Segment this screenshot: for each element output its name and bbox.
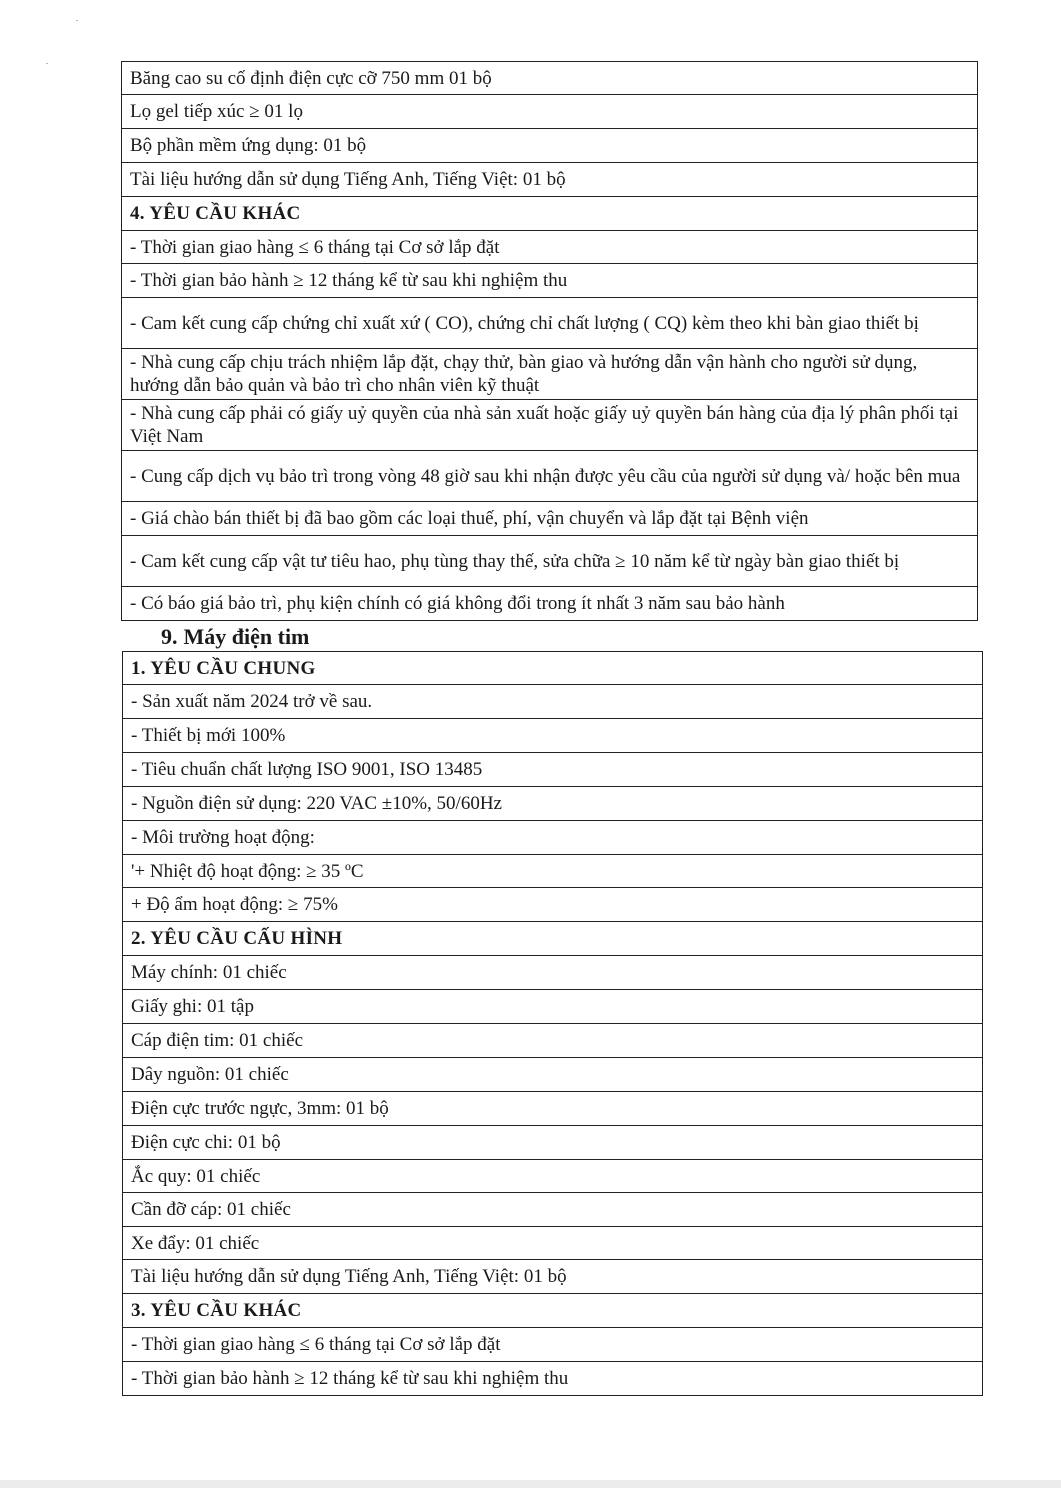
table-row: [123, 685, 983, 719]
table-cell: - Nhà cung cấp phải có giấy uỷ quyền của nhà sản xuất hoặc giấy uỷ quyền bán hàng của địa lý phân phối tại Việt Nam: [122, 400, 978, 451]
table-cell: - Thời gian giao hàng ≤ 6 tháng tại Cơ sở lắp đặt: [122, 231, 978, 264]
table-row: [123, 1362, 983, 1396]
table-cell: Dây nguồn: 01 chiếc: [123, 1058, 983, 1092]
table-row: [122, 298, 978, 349]
scan-speck: [46, 63, 48, 64]
table-row: [123, 1328, 983, 1362]
table-row: [122, 231, 978, 264]
table-cell: - Giá chào bán thiết bị đã bao gồm các loại thuế, phí, vận chuyển và lắp đặt tại Bệnh viện: [122, 502, 978, 536]
table-cell: Cáp điện tim: 01 chiếc: [123, 1024, 983, 1058]
table-row: [122, 163, 978, 197]
table-cell: Bộ phần mềm ứng dụng: 01 bộ: [122, 129, 978, 163]
table-row: [122, 95, 978, 129]
table-cell: - Cung cấp dịch vụ bảo trì trong vòng 48 giờ sau khi nhận được yêu cầu của người sử dụng và/ hoặc bên mua: [122, 451, 978, 502]
table-cell: Giấy ghi: 01 tập: [123, 990, 983, 1024]
table-row: [123, 1024, 983, 1058]
table-cell: Xe đẩy: 01 chiếc: [123, 1227, 983, 1260]
table-row: [123, 1227, 983, 1260]
table-cell: - Cam kết cung cấp chứng chỉ xuất xứ ( CO), chứng chỉ chất lượng ( CQ) kèm theo khi bàn giao thiết bị: [122, 298, 978, 349]
table-cell: Tài liệu hướng dẫn sử dụng Tiếng Anh, Tiếng Việt: 01 bộ: [123, 1260, 983, 1294]
table-cell: Ắc quy: 01 chiếc: [123, 1160, 983, 1193]
table-cell: - Thời gian bảo hành ≥ 12 tháng kể từ sau khi nghiệm thu: [122, 264, 978, 298]
table-row: [123, 753, 983, 787]
table-row: [123, 1260, 983, 1294]
table-cell: - Môi trường hoạt động:: [123, 821, 983, 855]
section-name: Máy điện tim: [183, 624, 310, 649]
table-row: [123, 719, 983, 753]
table-row: [122, 502, 978, 536]
section-title: [161, 624, 309, 650]
table-row: [122, 587, 978, 621]
table-row: [123, 787, 983, 821]
table-row: [123, 888, 983, 922]
table-row: [123, 1092, 983, 1126]
table-section-header-row: [123, 922, 983, 956]
table-cell: Điện cực trước ngực, 3mm: 01 bộ: [123, 1092, 983, 1126]
table-cell: 4. YÊU CẦU KHÁC: [122, 197, 978, 231]
table-cell: 2. YÊU CẦU CẤU HÌNH: [123, 922, 983, 956]
table-cell: Máy chính: 01 chiếc: [123, 956, 983, 990]
table-row: [123, 1160, 983, 1193]
table-row: [123, 855, 983, 888]
table-section-header-row: [123, 652, 983, 685]
table-section-header-row: [123, 1294, 983, 1328]
table-cell: Tài liệu hướng dẫn sử dụng Tiếng Anh, Tiếng Việt: 01 bộ: [122, 163, 978, 197]
table-row: [123, 1193, 983, 1227]
table-cell: - Thiết bị mới 100%: [123, 719, 983, 753]
table-cell: - Nguồn điện sử dụng: 220 VAC ±10%, 50/60Hz: [123, 787, 983, 821]
table-row: [123, 956, 983, 990]
table-row: [123, 990, 983, 1024]
table-row: [123, 1058, 983, 1092]
table-row: [122, 349, 978, 400]
table-cell: + Độ ẩm hoạt động: ≥ 75%: [123, 888, 983, 922]
spec-table-ecg: [122, 651, 983, 1396]
table-cell: - Cam kết cung cấp vật tư tiêu hao, phụ tùng thay thế, sửa chữa ≥ 10 năm kể từ ngày bàn giao thiết bị: [122, 536, 978, 587]
table-row: [122, 400, 978, 451]
table-cell: - Thời gian giao hàng ≤ 6 tháng tại Cơ sở lắp đặt: [123, 1328, 983, 1362]
table-cell: - Tiêu chuẩn chất lượng ISO 9001, ISO 13485: [123, 753, 983, 787]
table-section-header-row: [122, 197, 978, 231]
scan-bottom-band: [0, 1480, 1061, 1488]
table-cell: - Sản xuất năm 2024 trở về sau.: [123, 685, 983, 719]
section-number: 9.: [161, 624, 178, 649]
scan-speck: [76, 20, 78, 21]
table-row: [122, 451, 978, 502]
table-cell: Điện cực chi: 01 bộ: [123, 1126, 983, 1160]
table-row: [122, 62, 978, 95]
table-cell: '+ Nhiệt độ hoạt động: ≥ 35 ºC: [123, 855, 983, 888]
table-row: [122, 536, 978, 587]
table-cell: Cần đỡ cáp: 01 chiếc: [123, 1193, 983, 1227]
table-cell: - Có báo giá bảo trì, phụ kiện chính có giá không đổi trong ít nhất 3 năm sau bảo hành: [122, 587, 978, 621]
table-cell: Lọ gel tiếp xúc ≥ 01 lọ: [122, 95, 978, 129]
table-row: [123, 821, 983, 855]
spec-table-body: [122, 62, 978, 621]
table-cell: 1. YÊU CẦU CHUNG: [123, 652, 983, 685]
table-cell: 3. YÊU CẦU KHÁC: [123, 1294, 983, 1328]
spec-table-body: [123, 652, 983, 1396]
table-row: [122, 129, 978, 163]
spec-table-continued: [121, 61, 978, 621]
table-cell: Băng cao su cố định điện cực cỡ 750 mm 01 bộ: [122, 62, 978, 95]
table-row: [123, 1126, 983, 1160]
table-cell: - Nhà cung cấp chịu trách nhiệm lắp đặt, chạy thử, bàn giao và hướng dẫn vận hành cho người sử dụng, hướng dẫn bảo quản và bảo trì cho nhân viên kỹ thuật: [122, 349, 978, 400]
table-cell: - Thời gian bảo hành ≥ 12 tháng kể từ sau khi nghiệm thu: [123, 1362, 983, 1396]
table-row: [122, 264, 978, 298]
